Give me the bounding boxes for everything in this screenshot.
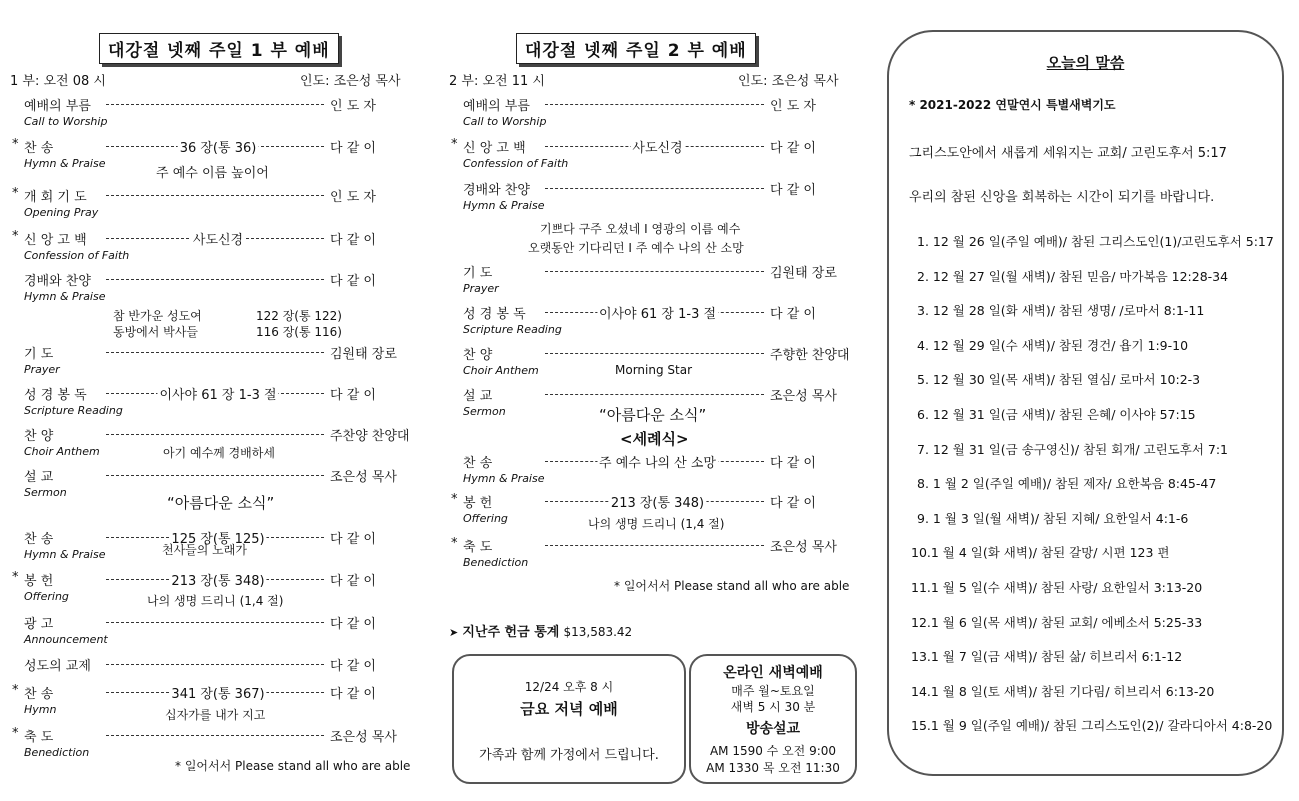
stand-asterisk: * [451, 137, 458, 152]
order-item-leader: 주찬양 찬양대 [330, 429, 410, 444]
order-item-detail: 이사야 61 장 1-3 절 [157, 384, 278, 403]
order-item-label: 신 앙 고 백 [463, 141, 526, 156]
order-item-label: 경배와 찬양 [24, 274, 91, 289]
service1-praise1-no: 122 장(통 122) [256, 309, 342, 323]
order-item-english: Benediction [24, 746, 90, 759]
order-item-leader: 다 같 이 [770, 307, 816, 322]
service1-praise1: 참 반가운 성도여 [113, 309, 202, 323]
friday-desc: 가족과 함께 가정에서 드립니다. [479, 748, 659, 763]
order-item-english: Choir Anthem [463, 364, 539, 377]
order-item-english: Sermon [24, 486, 67, 499]
service2-praise1: 기쁘다 구주 오셨네 I 영광의 이름 예수 [540, 222, 741, 236]
leader-dashes [106, 279, 324, 280]
order-item-leader: 조은성 목사 [770, 540, 837, 555]
service2-offering-song: 나의 생명 드리니 (1,4 절) [588, 517, 725, 531]
order-item-label: 기 도 [24, 347, 54, 362]
leader-dashes [106, 352, 324, 353]
order-item-english: Announcement [24, 633, 108, 646]
leader-dashes [106, 735, 324, 736]
order-item-english: Benediction [463, 556, 529, 569]
order-item-label: 축 도 [24, 730, 54, 745]
service2-title: 대강절 넷째 주일 2 부 예배 [516, 33, 756, 64]
leader-dashes [106, 195, 324, 196]
order-item-label: 성도의 교제 [24, 659, 91, 674]
order-item-leader: 다 같 이 [330, 574, 376, 589]
order-item-english: Prayer [463, 282, 499, 295]
order-item-label: 성 경 봉 독 [463, 307, 526, 322]
word-schedule-item: 10.1 월 4 일(화 새벽)/ 참된 갈망/ 시편 123 편 [911, 545, 1170, 561]
service1-hymn-line: 주 예수 이름 높이어 [156, 166, 269, 181]
service2-footer: * 일어서서 Please stand all who are able [614, 579, 850, 593]
order-item-leader: 인 도 자 [330, 190, 376, 205]
service1-title: 대강절 넷째 주일 1 부 예배 [99, 33, 339, 64]
stand-asterisk: * [12, 570, 19, 585]
order-item-label: 봉 헌 [463, 496, 493, 511]
service2-sermon-title: “아름다운 소식” [599, 406, 707, 424]
order-item-detail: 사도신경 [630, 137, 684, 156]
service1-praise2-no: 116 장(통 116) [256, 325, 342, 339]
leader-dashes [106, 664, 324, 665]
order-item-english: Hymn & Praise [463, 199, 545, 212]
order-item-leader: 다 같 이 [330, 687, 376, 702]
word-schedule-item: 3. 12 월 28 일(화 새벽)/ 참된 생명/ /로마서 8:1-11 [917, 303, 1205, 319]
service1-hymn2-line: 천사들의 노래가 [162, 543, 247, 557]
order-item-label: 신 앙 고 백 [24, 233, 87, 248]
order-item-english: Opening Pray [24, 206, 99, 219]
word-schedule-item: 9. 1 월 3 일(월 새벽)/ 참된 지혜/ 요한일서 4:1-6 [917, 510, 1189, 526]
order-item-leader: 다 같 이 [330, 617, 376, 632]
service1-praise2: 동방에서 박사들 [113, 325, 198, 339]
order-item-detail: 이사야 61 장 1-3 절 [597, 303, 718, 322]
order-item-english: Choir Anthem [24, 445, 100, 458]
word-schedule-item: 11.1 월 5 일(수 새벽)/ 참된 사랑/ 요한일서 3:13-20 [911, 580, 1203, 595]
service1-sermon-title: “아름다운 소식” [167, 494, 275, 512]
leader-dashes [106, 622, 324, 623]
order-item-label: 광 고 [24, 617, 54, 632]
order-item-leader: 조은성 목사 [330, 730, 397, 745]
order-item-detail: 주 예수 나의 산 소망 [597, 452, 718, 471]
order-item-label: 찬 송 [24, 687, 54, 702]
order-item-label: 개 회 기 도 [24, 190, 87, 205]
order-item-english: Offering [463, 512, 508, 525]
leader-dashes [545, 188, 764, 189]
order-item-label: 설 교 [24, 470, 54, 485]
friday-service-name: 금요 저녁 예배 [520, 700, 618, 718]
word-schedule-item: 7. 12 월 31 일(금 송구영신)/ 참된 회개/ 고린도후서 7:1 [917, 441, 1228, 457]
order-item-label: 찬 송 [24, 141, 54, 156]
broadcast-label: 방송설교 [745, 721, 801, 737]
order-item-label: 봉 헌 [24, 574, 54, 589]
order-item-english: Hymn & Praise [463, 472, 545, 485]
order-item-leader: 다 같 이 [330, 141, 376, 156]
word-wish: 우리의 참된 신앙을 회복하는 시간이 되기를 바랍니다. [909, 190, 1215, 205]
order-item-label: 찬 송 [463, 456, 493, 471]
order-item-label: 축 도 [463, 540, 493, 555]
word-schedule-item: 15.1 월 9 일(주일 예배)/ 참된 그리스도인(2)/ 갈라디아서 4:8-20 [911, 718, 1273, 734]
word-schedule-item: 6. 12 월 31 일(금 새벽)/ 참된 은혜/ 이사야 57:15 [917, 407, 1196, 422]
word-schedule-item: 5. 12 월 30 일(목 새벽)/ 참된 열심/ 로마서 10:2-3 [917, 372, 1201, 388]
order-item-leader: 다 같 이 [330, 532, 376, 547]
dawn-title: 온라인 새벽예배 [723, 665, 823, 681]
word-schedule-item: 2. 12 월 27 일(월 새벽)/ 참된 믿음/ 마가복음 12:28-34 [917, 268, 1229, 284]
service1-offering-song: 나의 생명 드리니 (1,4 절) [147, 594, 284, 608]
word-heading: * 2021-2022 연말연시 특별새벽기도 [909, 98, 1116, 112]
order-item-label: 찬 양 [24, 429, 54, 444]
broadcast-line2: AM 1330 목 오전 11:30 [706, 761, 840, 775]
service1-leader: 인도: 조은성 목사 [300, 74, 401, 89]
order-item-leader: 조은성 목사 [330, 470, 397, 485]
order-item-english: Call to Worship [463, 115, 547, 128]
offering-stats-label: 지난주 헌금 통계 [462, 625, 560, 640]
leader-dashes [545, 271, 764, 272]
leader-dashes [545, 394, 764, 395]
service2-choir-song: Morning Star [615, 363, 693, 377]
service1-choir-song: 아기 예수께 경배하세 [163, 446, 275, 460]
leader-dashes [106, 475, 324, 476]
dawn-days: 매주 월~토요일 [731, 684, 815, 698]
order-item-english: Hymn & Praise [24, 157, 106, 170]
order-item-leader: 김원태 장로 [330, 347, 397, 362]
order-item-detail: 125 장(통 125) [169, 528, 266, 547]
service2-praise2: 오랫동안 기다리던 I 주 예수 나의 산 소망 [528, 241, 744, 255]
word-panel [887, 30, 1284, 776]
stand-asterisk: * [12, 186, 19, 201]
friday-service-box [452, 654, 686, 784]
order-item-detail: 213 장(통 348) [609, 492, 706, 511]
leader-dashes [545, 545, 764, 546]
word-schedule-item: 1. 12 월 26 일(주일 예배)/ 참된 그리스도인(1)/고린도후서 5:17 [917, 234, 1274, 249]
order-item-english: Hymn [24, 703, 57, 716]
order-item-leader: 다 같 이 [770, 456, 816, 471]
word-schedule-item: 12.1 월 6 일(목 새벽)/ 참된 교회/ 에베소서 5:25-33 [911, 614, 1203, 630]
service1-footer: * 일어서서 Please stand all who are able [175, 759, 411, 773]
stand-asterisk: * [12, 229, 19, 244]
order-item-label: 설 교 [463, 389, 493, 404]
word-schedule-item: 13.1 월 7 일(금 새벽)/ 참된 삶/ 히브리서 6:1-12 [911, 649, 1183, 665]
order-item-label: 찬 양 [463, 348, 493, 363]
offering-stats [449, 624, 632, 641]
broadcast-line1: AM 1590 수 오전 9:00 [709, 744, 837, 758]
arrow-icon: ➤ [449, 626, 459, 639]
order-item-english: Scripture Reading [463, 323, 562, 336]
order-item-english: Confession of Faith [463, 157, 569, 170]
word-theme: 그리스도안에서 새롭게 세워지는 교회/ 고린도후서 5:17 [909, 146, 1227, 161]
order-item-english: Hymn & Praise [24, 290, 106, 303]
leader-dashes [545, 104, 764, 105]
order-item-leader: 조은성 목사 [770, 389, 837, 404]
order-item-english: Hymn & Praise [24, 548, 106, 561]
service1-closing-song: 십자가를 내가 지고 [165, 708, 266, 722]
service2-leader: 인도: 조은성 목사 [738, 74, 839, 89]
order-item-label: 성 경 봉 독 [24, 388, 87, 403]
order-item-english: Call to Worship [24, 115, 108, 128]
order-item-english: Prayer [24, 363, 60, 376]
order-item-english: Sermon [463, 405, 506, 418]
order-item-leader: 다 같 이 [770, 183, 816, 198]
order-item-leader: 다 같 이 [770, 141, 816, 156]
order-item-leader: 인 도 자 [330, 99, 376, 114]
order-item-english: Offering [24, 590, 69, 603]
service2-time: 2 부: 오전 11 시 [449, 74, 545, 89]
order-item-english: Confession of Faith [24, 249, 130, 262]
order-item-leader: 다 같 이 [330, 274, 376, 289]
order-item-label: 기 도 [463, 266, 493, 281]
word-schedule-item: 8. 1 월 2 일(주일 예배)/ 참된 제자/ 요한복음 8:45-47 [917, 476, 1217, 492]
word-schedule-item: 4. 12 월 29 일(수 새벽)/ 참된 경건/ 욥기 1:9-10 [917, 337, 1189, 353]
offering-stats-amount: $13,583.42 [563, 625, 633, 639]
leader-dashes [106, 104, 324, 105]
service1-time: 1 부: 오전 08 시 [10, 74, 106, 89]
order-item-leader: 다 같 이 [770, 496, 816, 511]
stand-asterisk: * [12, 683, 19, 698]
order-item-leader: 김원태 장로 [770, 266, 837, 281]
word-schedule-item: 14.1 월 8 일(토 새벽)/ 참된 기다림/ 히브리서 6:13-20 [911, 683, 1215, 699]
stand-asterisk: * [451, 492, 458, 507]
order-item-label: 경배와 찬양 [463, 183, 530, 198]
leader-dashes [106, 434, 324, 435]
leader-dashes [545, 353, 764, 354]
service2-sermon-sub: <세례식> [620, 430, 689, 448]
order-item-detail: 36 장(통 36) [178, 137, 259, 156]
order-item-label: 예배의 부름 [463, 99, 530, 114]
word-title: 오늘의 말씀 [1046, 54, 1125, 72]
order-item-leader: 인 도 자 [770, 99, 816, 114]
order-item-detail: 사도신경 [191, 229, 245, 248]
order-item-leader: 다 같 이 [330, 388, 376, 403]
stand-asterisk: * [451, 536, 458, 551]
order-item-detail: 213 장(통 348) [169, 570, 266, 589]
order-item-detail: 341 장(통 367) [169, 683, 266, 702]
order-item-leader: 다 같 이 [330, 659, 376, 674]
friday-datetime: 12/24 오후 8 시 [524, 680, 614, 694]
dawn-service-box [689, 654, 857, 784]
dawn-time: 새벽 5 시 30 분 [730, 700, 816, 714]
order-item-english: Scripture Reading [24, 404, 123, 417]
stand-asterisk: * [12, 726, 19, 741]
order-item-label: 찬 송 [24, 532, 54, 547]
stand-asterisk: * [12, 137, 19, 152]
order-item-leader: 다 같 이 [330, 233, 376, 248]
order-item-label: 예배의 부름 [24, 99, 91, 114]
order-item-leader: 주향한 찬양대 [770, 348, 850, 363]
